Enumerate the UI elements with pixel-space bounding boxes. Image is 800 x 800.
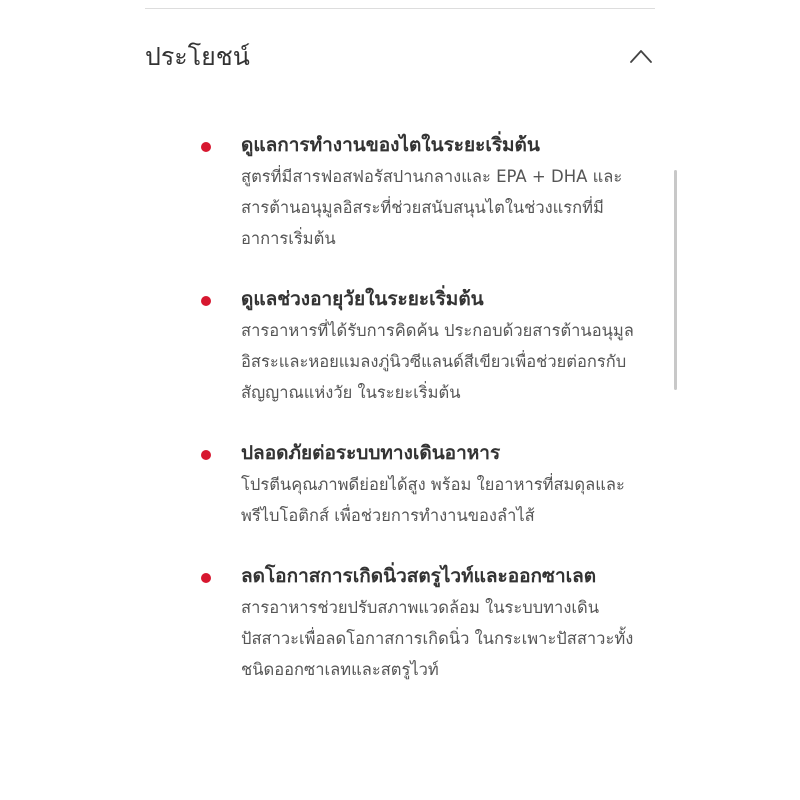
section-title: ประโยชน์ [145, 41, 250, 71]
benefit-title: ดูแลการทำงานของไตในระยะเริ่มต้น [241, 134, 540, 156]
scrollbar-thumb[interactable] [674, 170, 677, 390]
benefit-item [198, 284, 638, 408]
bullet-dot-icon [201, 573, 211, 583]
benefit-item [198, 438, 638, 531]
benefit-description: โปรตีนคุณภาพดีย่อยได้สูง พร้อม ใยอาหารที่สมดุลและพรีไบโอติกส์ เพื่อช่วยการทำงานของลำไส้ [241, 475, 625, 525]
benefit-description: สารอาหารช่วยปรับสภาพแวดล้อม ในระบบทางเดินปัสสาวะเพื่อลดโอกาสการเกิดนิ่ว ในกระเพาะปัสสาวะทั้งชนิดออกซาเลทและสตรูไวท์ [241, 598, 634, 679]
benefit-title: ลดโอกาสการเกิดนิ่วสตรูไวท์และออกซาเลต [241, 565, 597, 587]
top-divider [145, 8, 655, 9]
bullet-dot-icon [201, 450, 211, 460]
chevron-up-icon[interactable] [627, 42, 655, 70]
benefit-description: สูตรที่มีสารฟอสฟอรัสปานกลางและ EPA + DHA และสารต้านอนุมูลอิสระที่ช่วยสนับสนุนไตในช่วงแรกที่มีอาการเริ่มต้น [241, 167, 623, 248]
benefit-title: ปลอดภัยต่อระบบทางเดินอาหาร [241, 442, 501, 464]
bullet-dot-icon [201, 296, 211, 306]
benefit-description: สารอาหารที่ได้รับการคิดค้น ประกอบด้วยสารต้านอนุมูลอิสระและหอยแมลงภู่นิวซีแลนด์สีเขียวเพื่อช่วยต่อกรกับสัญญาณแห่งวัย ในระยะเริ่มต้น [241, 321, 634, 402]
benefits-accordion-header[interactable] [145, 32, 655, 80]
benefit-item [198, 561, 638, 685]
benefit-item [198, 130, 638, 254]
bullet-dot-icon [201, 142, 211, 152]
benefit-title: ดูแลช่วงอายุวัยในระยะเริ่มต้น [241, 288, 484, 310]
benefit-list [198, 130, 638, 715]
